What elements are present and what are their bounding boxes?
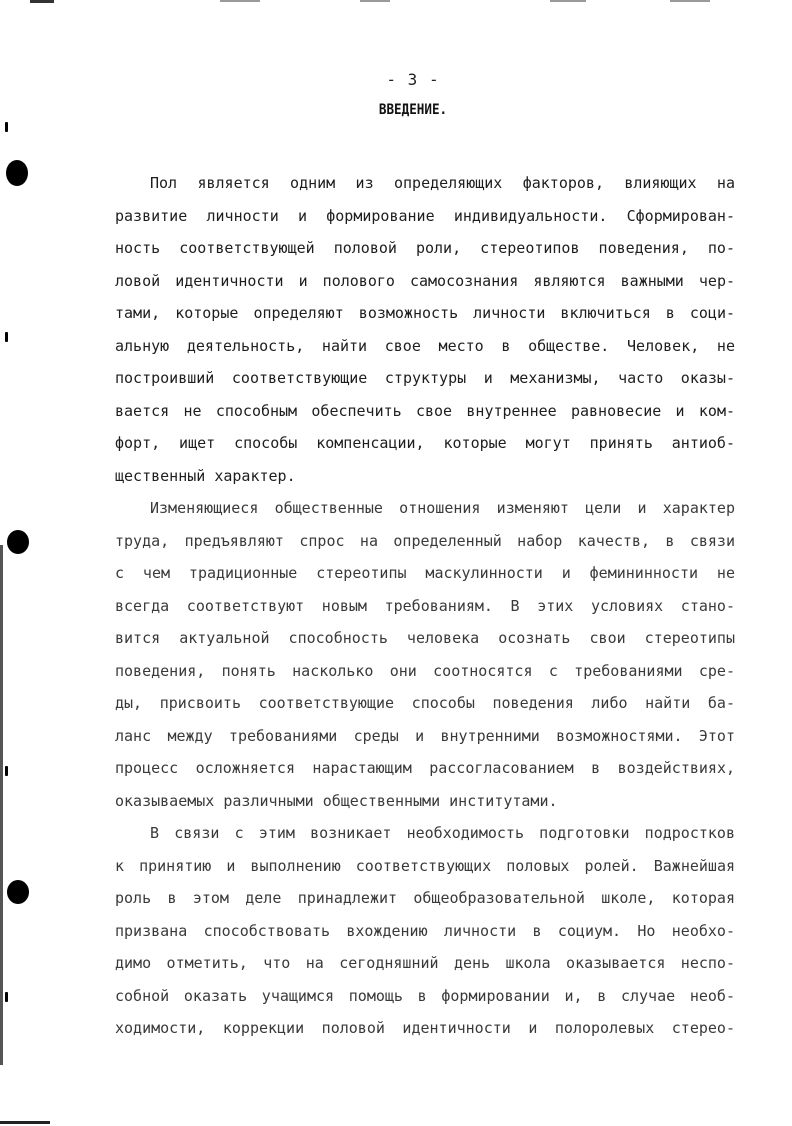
punch-hole (6, 160, 28, 186)
body-text (115, 167, 735, 1045)
text-line: вится актуальной способность человека осознать свои стереотипы (115, 629, 735, 647)
scan-mark (5, 992, 8, 1002)
text-line: роль в этом деле принадлежит общеобразовательной школе, которая (115, 889, 735, 907)
text-line: альную деятельность, найти свое место в обществе. Человек, не (115, 336, 735, 355)
text-line: ды, присвоить соответствующие способы поведения либо найти ба- (115, 694, 735, 712)
text-line: процесс осложняется нарастающим рассогласованием в воздействиях, (115, 759, 735, 777)
scan-mark (5, 766, 8, 776)
text-line: призвана способствовать вхождению личности в социум. Но необхо- (115, 921, 735, 940)
section-heading: ВВЕДЕНИЕ. (378, 102, 448, 118)
text-line: форт, ищет способы компенсации, которые могут принять антиоб- (115, 434, 735, 452)
text-line: Пол является одним из определяющих факторов, влияющих на (150, 174, 735, 192)
text-line: всегда соответствуют новым требованиям. В этих условиях стано- (115, 596, 735, 615)
text-line: к принятию и выполнению соответствующих половых ролей. Важнейшая (115, 856, 735, 875)
text-line: Изменяющиеся общественные отношения изменяют цели и характер (150, 499, 735, 517)
scan-left-edge (0, 545, 3, 1065)
text-line: развитие личности и формирование индивидуальности. Сформирован- (115, 206, 735, 225)
paragraph-3 (115, 817, 735, 1045)
text-line: с чем традиционные стереотипы маскулинности и фемининности не (115, 564, 735, 582)
text-line: построивший соответствующие структуры и механизмы, часто оказы- (115, 369, 735, 387)
text-line: щественный характер. (115, 466, 296, 485)
scan-mark (5, 122, 8, 132)
paragraph-2 (115, 492, 735, 817)
punch-hole (7, 530, 29, 554)
text-line: поведения, понять насколько они соотносятся с требованиями сре- (115, 661, 735, 680)
scan-bottom-edge (0, 1121, 50, 1124)
paragraph-1 (115, 167, 735, 492)
text-line: В связи с этим возникает необходимость подготовки подростков (150, 824, 735, 842)
text-line: ланс между требованиями среды и внутренними возможностями. Этот (115, 726, 735, 745)
text-line: тами, которые определяют возможность личности включиться в соци- (115, 304, 735, 322)
text-line: собной оказать учащимся помощь в формировании и, в случае необ- (115, 986, 735, 1005)
punch-hole (7, 880, 29, 904)
text-line: вается не способным обеспечить свое внутреннее равновесие и ком- (115, 401, 735, 420)
scan-mark (5, 332, 8, 342)
text-line: оказываемых различными общественными институтами. (115, 791, 558, 810)
text-line: димо отметить, что на сегодняшний день школа оказывается неспо- (115, 954, 735, 972)
text-line: ходимости, коррекции половой идентичности и полоролевых стерео- (115, 1019, 735, 1037)
page-number: - 3 - (386, 70, 440, 89)
text-line: труда, предъявляют спрос на определенный набор качеств, в связи (115, 531, 735, 550)
text-line: ловой идентичности и полового самосознания являются важными чер- (115, 271, 735, 290)
text-line: ность соответствующей половой роли, стереотипов поведения, по- (115, 239, 735, 257)
scan-top-edge (30, 0, 770, 3)
